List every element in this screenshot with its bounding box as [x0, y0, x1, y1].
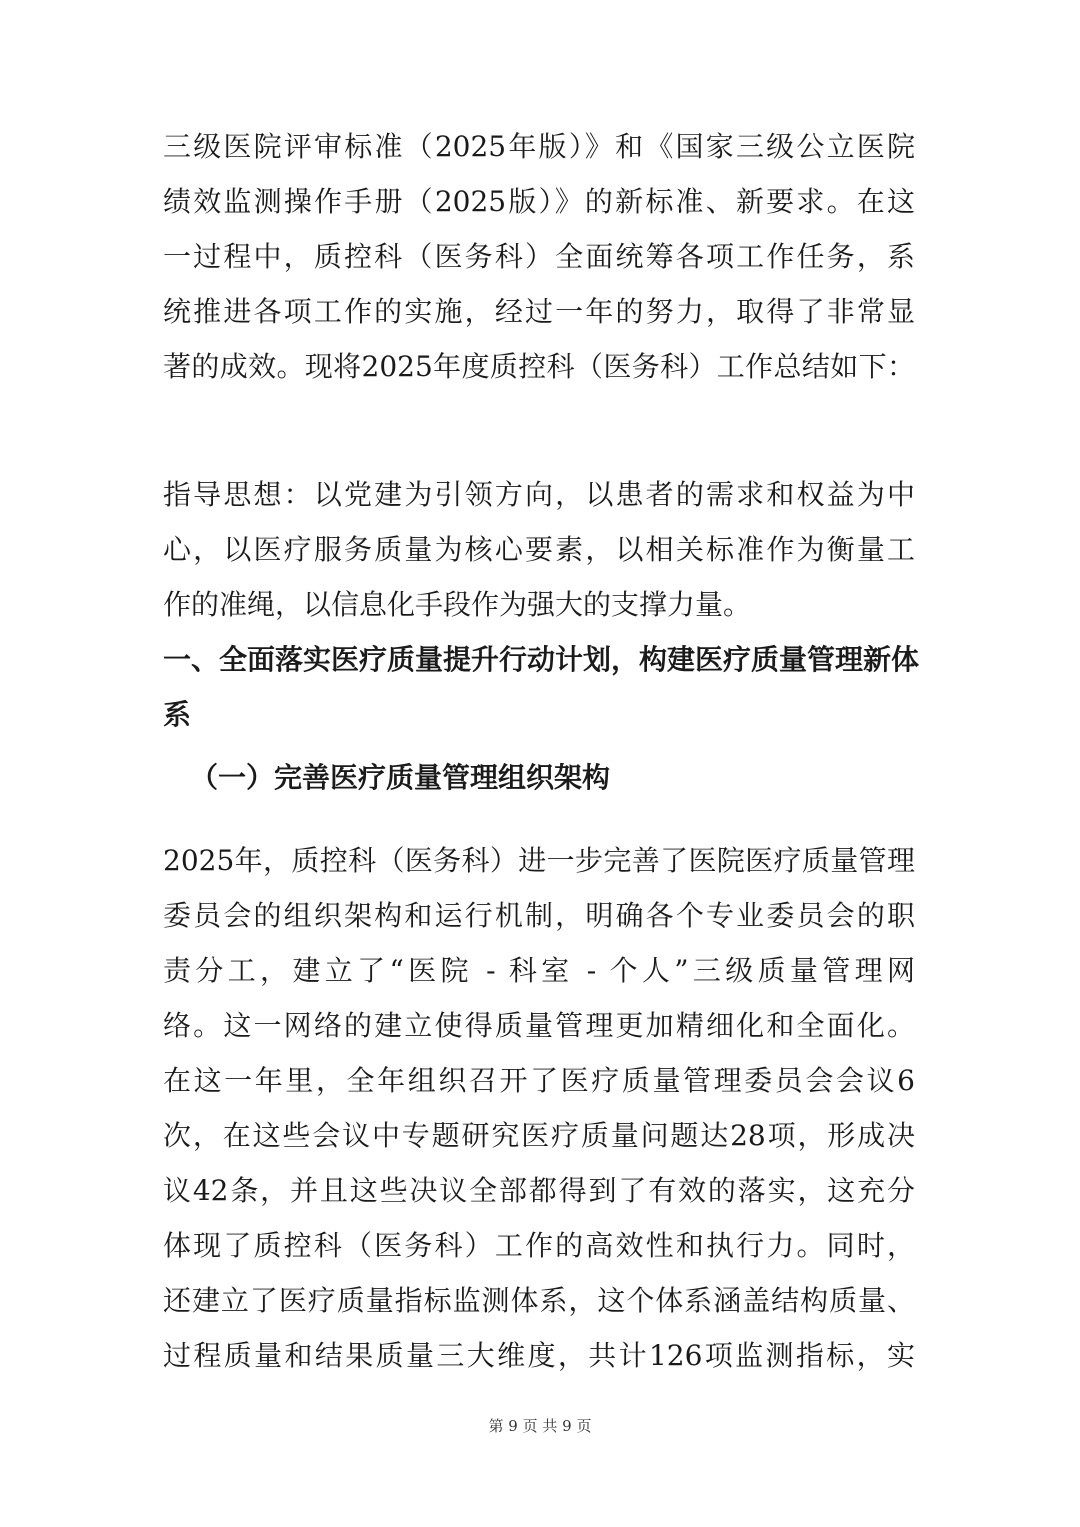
body-line-5: 在这一年里，全年组织召开了医疗质量管理委员会会议6 [163, 1064, 915, 1097]
body-line-6: 次，在这些会议中专题研究医疗质量问题达28项，形成决 [163, 1119, 915, 1152]
subsection-heading: （一）完善医疗质量管理组织架构 [190, 761, 611, 794]
intro-line-5: 著的成效。现将2025年度质控科（医务科）工作总结如下： [163, 350, 915, 383]
page-number-footer: 第 9 页 共 9 页 [488, 1417, 592, 1435]
intro-line-3: 一过程中，质控科（医务科）全面统筹各项工作任务，系 [163, 240, 915, 273]
body-line-9: 还建立了医疗质量指标监测体系，这个体系涵盖结构质量、 [163, 1284, 915, 1317]
body-line-8: 体现了质控科（医务科）工作的高效性和执行力。同时， [163, 1229, 915, 1262]
body-line-3: 责分工，建立了“医院 - 科室 - 个人”三级质量管理网 [163, 954, 915, 987]
section-heading-line-2: 系 [163, 698, 192, 731]
body-line-4: 络。这一网络的建立使得质量管理更加精细化和全面化。 [163, 1009, 915, 1042]
body-line-2: 委员会的组织架构和运行机制，明确各个专业委员会的职 [163, 899, 915, 932]
section-heading-line-1: 一、全面落实医疗质量提升行动计划，构建医疗质量管理新体 [163, 643, 920, 676]
intro-line-2: 绩效监测操作手册（2025版）》的新标准、新要求。在这 [163, 185, 915, 218]
guiding-line-1: 指导思想：以党建为引领方向，以患者的需求和权益为中 [163, 478, 915, 511]
body-line-10: 过程质量和结果质量三大维度，共计126项监测指标，实 [163, 1339, 915, 1372]
intro-line-4: 统推进各项工作的实施，经过一年的努力，取得了非常显 [163, 295, 915, 328]
guiding-line-3: 作的准绳，以信息化手段作为强大的支撑力量。 [163, 588, 752, 621]
body-line-7: 议42条，并且这些决议全部都得到了有效的落实，这充分 [163, 1174, 915, 1207]
guiding-line-2: 心，以医疗服务质量为核心要素，以相关标准作为衡量工 [163, 533, 915, 566]
body-line-1: 2025年，质控科（医务科）进一步完善了医院医疗质量管理 [163, 844, 915, 877]
intro-line-1: 三级医院评审标准（2025年版）》和《国家三级公立医院 [163, 130, 915, 163]
